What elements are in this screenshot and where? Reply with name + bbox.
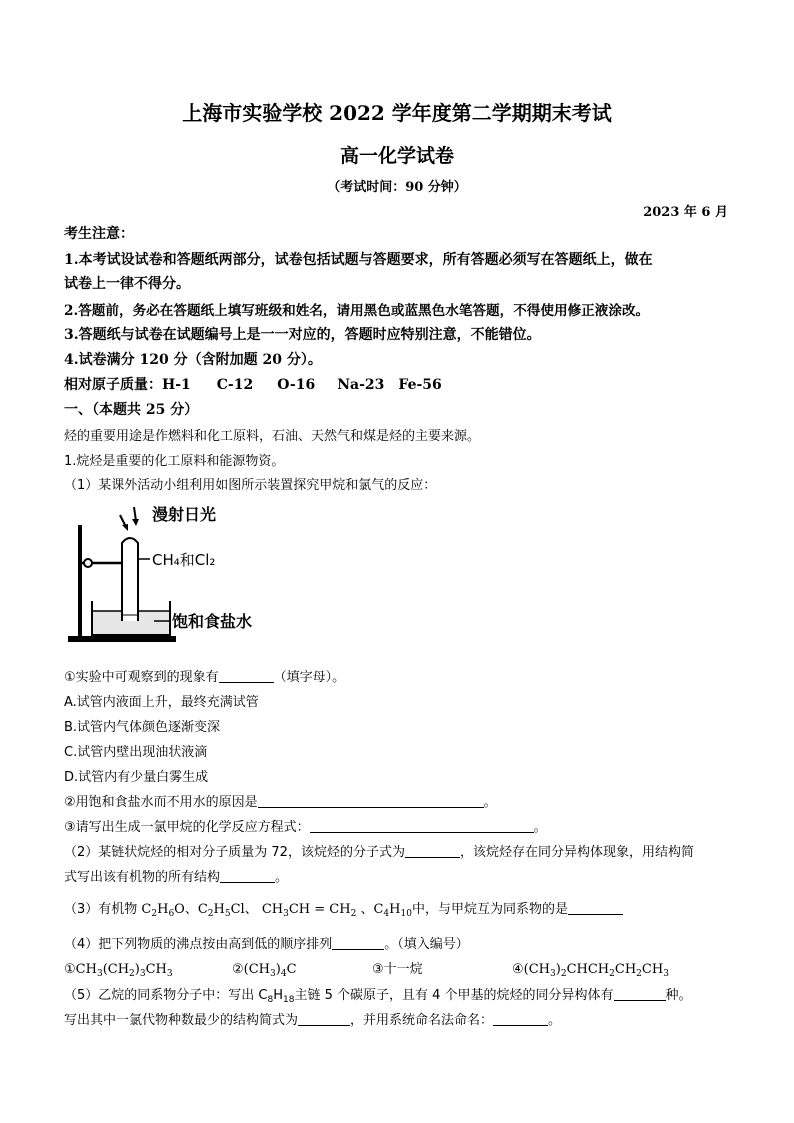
compound-option-2: $②(CH_3)_4C$: [232, 962, 297, 979]
answer-blank-formula: [405, 844, 460, 858]
question-1-3-text-a: （3）有机物: [64, 902, 142, 917]
subquestion-1-text: ①实验中可观察到的现象有: [64, 670, 219, 685]
subquestion-3-text: ③请写出生成一氯甲烷的化学反应方程式：: [64, 820, 310, 835]
subquestion-3: [64, 816, 547, 835]
question-1-5-formula-sub: $_8H_{18}$: [267, 988, 295, 1005]
notice-item-1: 1.本考试设试卷和答题纸两部分，试卷包括试题与答题要求，所有答题必须写在答题纸上，做在: [64, 252, 653, 268]
exam-date: 2023 年 6 月: [643, 205, 728, 220]
subquestion-3-end: 。: [533, 820, 547, 835]
light-arrow-2: [134, 507, 136, 521]
section-intro: 烃的重要用途是作燃料和化工原料，石油、天然气和煤是烃的主要来源。: [64, 429, 481, 444]
subquestion-1: [64, 666, 345, 685]
question-1-2-text-a: （2）某链状烷烃的相对分子质量为 72，该烷烃的分子式为: [64, 845, 405, 860]
exam-subtitle: 高一化学试卷: [339, 145, 454, 167]
apparatus-drawing: [64, 497, 294, 649]
notice-heading: 考生注意：: [64, 226, 134, 242]
option-b: B.试管内气体颜色逐渐变深: [64, 720, 221, 735]
light-arrow-2-head: [132, 519, 139, 526]
compound-option-4: $④(CH_3)_2CHCH_2CH_2CH_3$: [512, 962, 669, 979]
question-1-4-text-b: 。（填入编号）: [384, 937, 469, 952]
answer-blank-2: [258, 794, 484, 808]
answer-blank-isomers: [614, 987, 666, 1001]
answer-blank-homolog: [568, 901, 623, 915]
notice-item-4: 4.试卷满分 120 分（含附加题 20 分）。: [64, 352, 322, 368]
atomic-label: 相对原子质量：: [64, 377, 162, 393]
question-1-5: [64, 984, 692, 1003]
stand-base: [68, 636, 176, 642]
apparatus-figure: [64, 497, 294, 649]
question-1: 1.烷烃是重要的化工原料和能源物资。: [64, 454, 285, 469]
answer-blank-1: [219, 669, 274, 683]
test-tube: [122, 538, 138, 621]
question-1-4-text-a: （4）把下列物质的沸点按由高到低的顺序排列: [64, 937, 333, 952]
label-water: 饱和食盐水: [172, 612, 253, 631]
stand-rod: [78, 525, 82, 637]
section-heading: 一、（本题共 25 分）: [64, 402, 199, 418]
answer-blank-name: [493, 1012, 548, 1026]
question-1-5-end: 。: [548, 1013, 562, 1028]
question-1-5-text-e: ，并用系统命名法命名：: [350, 1013, 494, 1028]
question-1-2-cont: [64, 866, 288, 885]
atomic-fe: Fe-56: [398, 377, 442, 393]
subquestion-1-hint: （填字母）。: [273, 670, 346, 685]
question-1-4-options: [64, 958, 669, 977]
answer-blank-order: [332, 936, 384, 950]
subquestion-2-text: ②用饱和食盐水而不用水的原因是: [64, 795, 258, 810]
question-1-2: [64, 841, 694, 860]
light-arrow-1-head: [122, 524, 128, 531]
question-1-2-end: 。: [275, 870, 289, 885]
compound-option-3: ③十一烷: [372, 962, 423, 977]
subquestion-2-end: 。: [483, 795, 497, 810]
exam-time: （考试时间：90 分钟）: [327, 180, 467, 195]
compound-list: $C_2H_6O$、$C_2H_5Cl$、 $CH_3CH = CH_2$ 、$C_4H_{10}$: [141, 902, 412, 919]
question-1-1: （1）某课外活动小组利用如图所示装置探究甲烷和氯气的反应：: [64, 478, 437, 493]
answer-blank-structures: [220, 869, 275, 883]
atomic-o: O-16: [277, 377, 316, 393]
atomic-na: Na-23: [337, 377, 385, 393]
compound-option-1: $①CH_3(CH_2)_3CH_3$: [64, 962, 173, 979]
question-1-5-text-d: 写出其中一氯代物种数最少的结构简式为: [64, 1013, 299, 1028]
question-1-3-text-b: 中，与甲烷互为同系物的是: [411, 902, 568, 917]
option-d: D.试管内有少量白雾生成: [64, 770, 209, 785]
option-c: C.试管内壁出现油状液滴: [64, 745, 208, 760]
question-1-2-text-b: ，该烷烃存在同分异构体现象，用结构简: [459, 845, 694, 860]
question-1-5-cont: [64, 1009, 561, 1028]
answer-blank-structure: [298, 1012, 350, 1026]
notice-item-2: 2.答题前，务必在答题纸上填写班级和姓名，请用黑色或蓝黑色水笔答题，不得使用修正液涂改。: [64, 303, 650, 319]
question-1-5-text-a: （5）乙烷的同系物分子中：写出 C: [64, 988, 268, 1003]
label-light: 漫射日光: [152, 505, 217, 524]
question-1-5-text-b: 主链 5 个碳原子，且有 4 个甲基的烷烃的同分异构体有: [294, 988, 614, 1003]
atomic-c: C-12: [216, 377, 254, 393]
option-a: A.试管内液面上升，最终充满试管: [64, 695, 259, 710]
label-gas: CH₄和Cl₂: [152, 551, 216, 569]
question-1-4: [64, 933, 469, 952]
atomic-h: H-1: [162, 377, 191, 393]
exam-title: 上海市实验学校 2022 学年度第二学期期末考试: [182, 101, 612, 125]
subquestion-2: [64, 791, 497, 810]
notice-item-3: 3.答题纸与试卷在试题编号上是一一对应的，答题时应特别注意，不能错位。: [64, 327, 541, 343]
question-1-2-text-c: 式写出该有机物的所有结构: [64, 870, 221, 885]
question-1-3: [64, 898, 623, 917]
question-1-5-text-c: 种。: [665, 988, 692, 1003]
clamp-knob: [84, 559, 92, 567]
notice-item-1-cont: 试卷上一律不得分。: [64, 276, 190, 292]
answer-blank-3: [310, 819, 534, 833]
atomic-masses: [64, 374, 442, 394]
